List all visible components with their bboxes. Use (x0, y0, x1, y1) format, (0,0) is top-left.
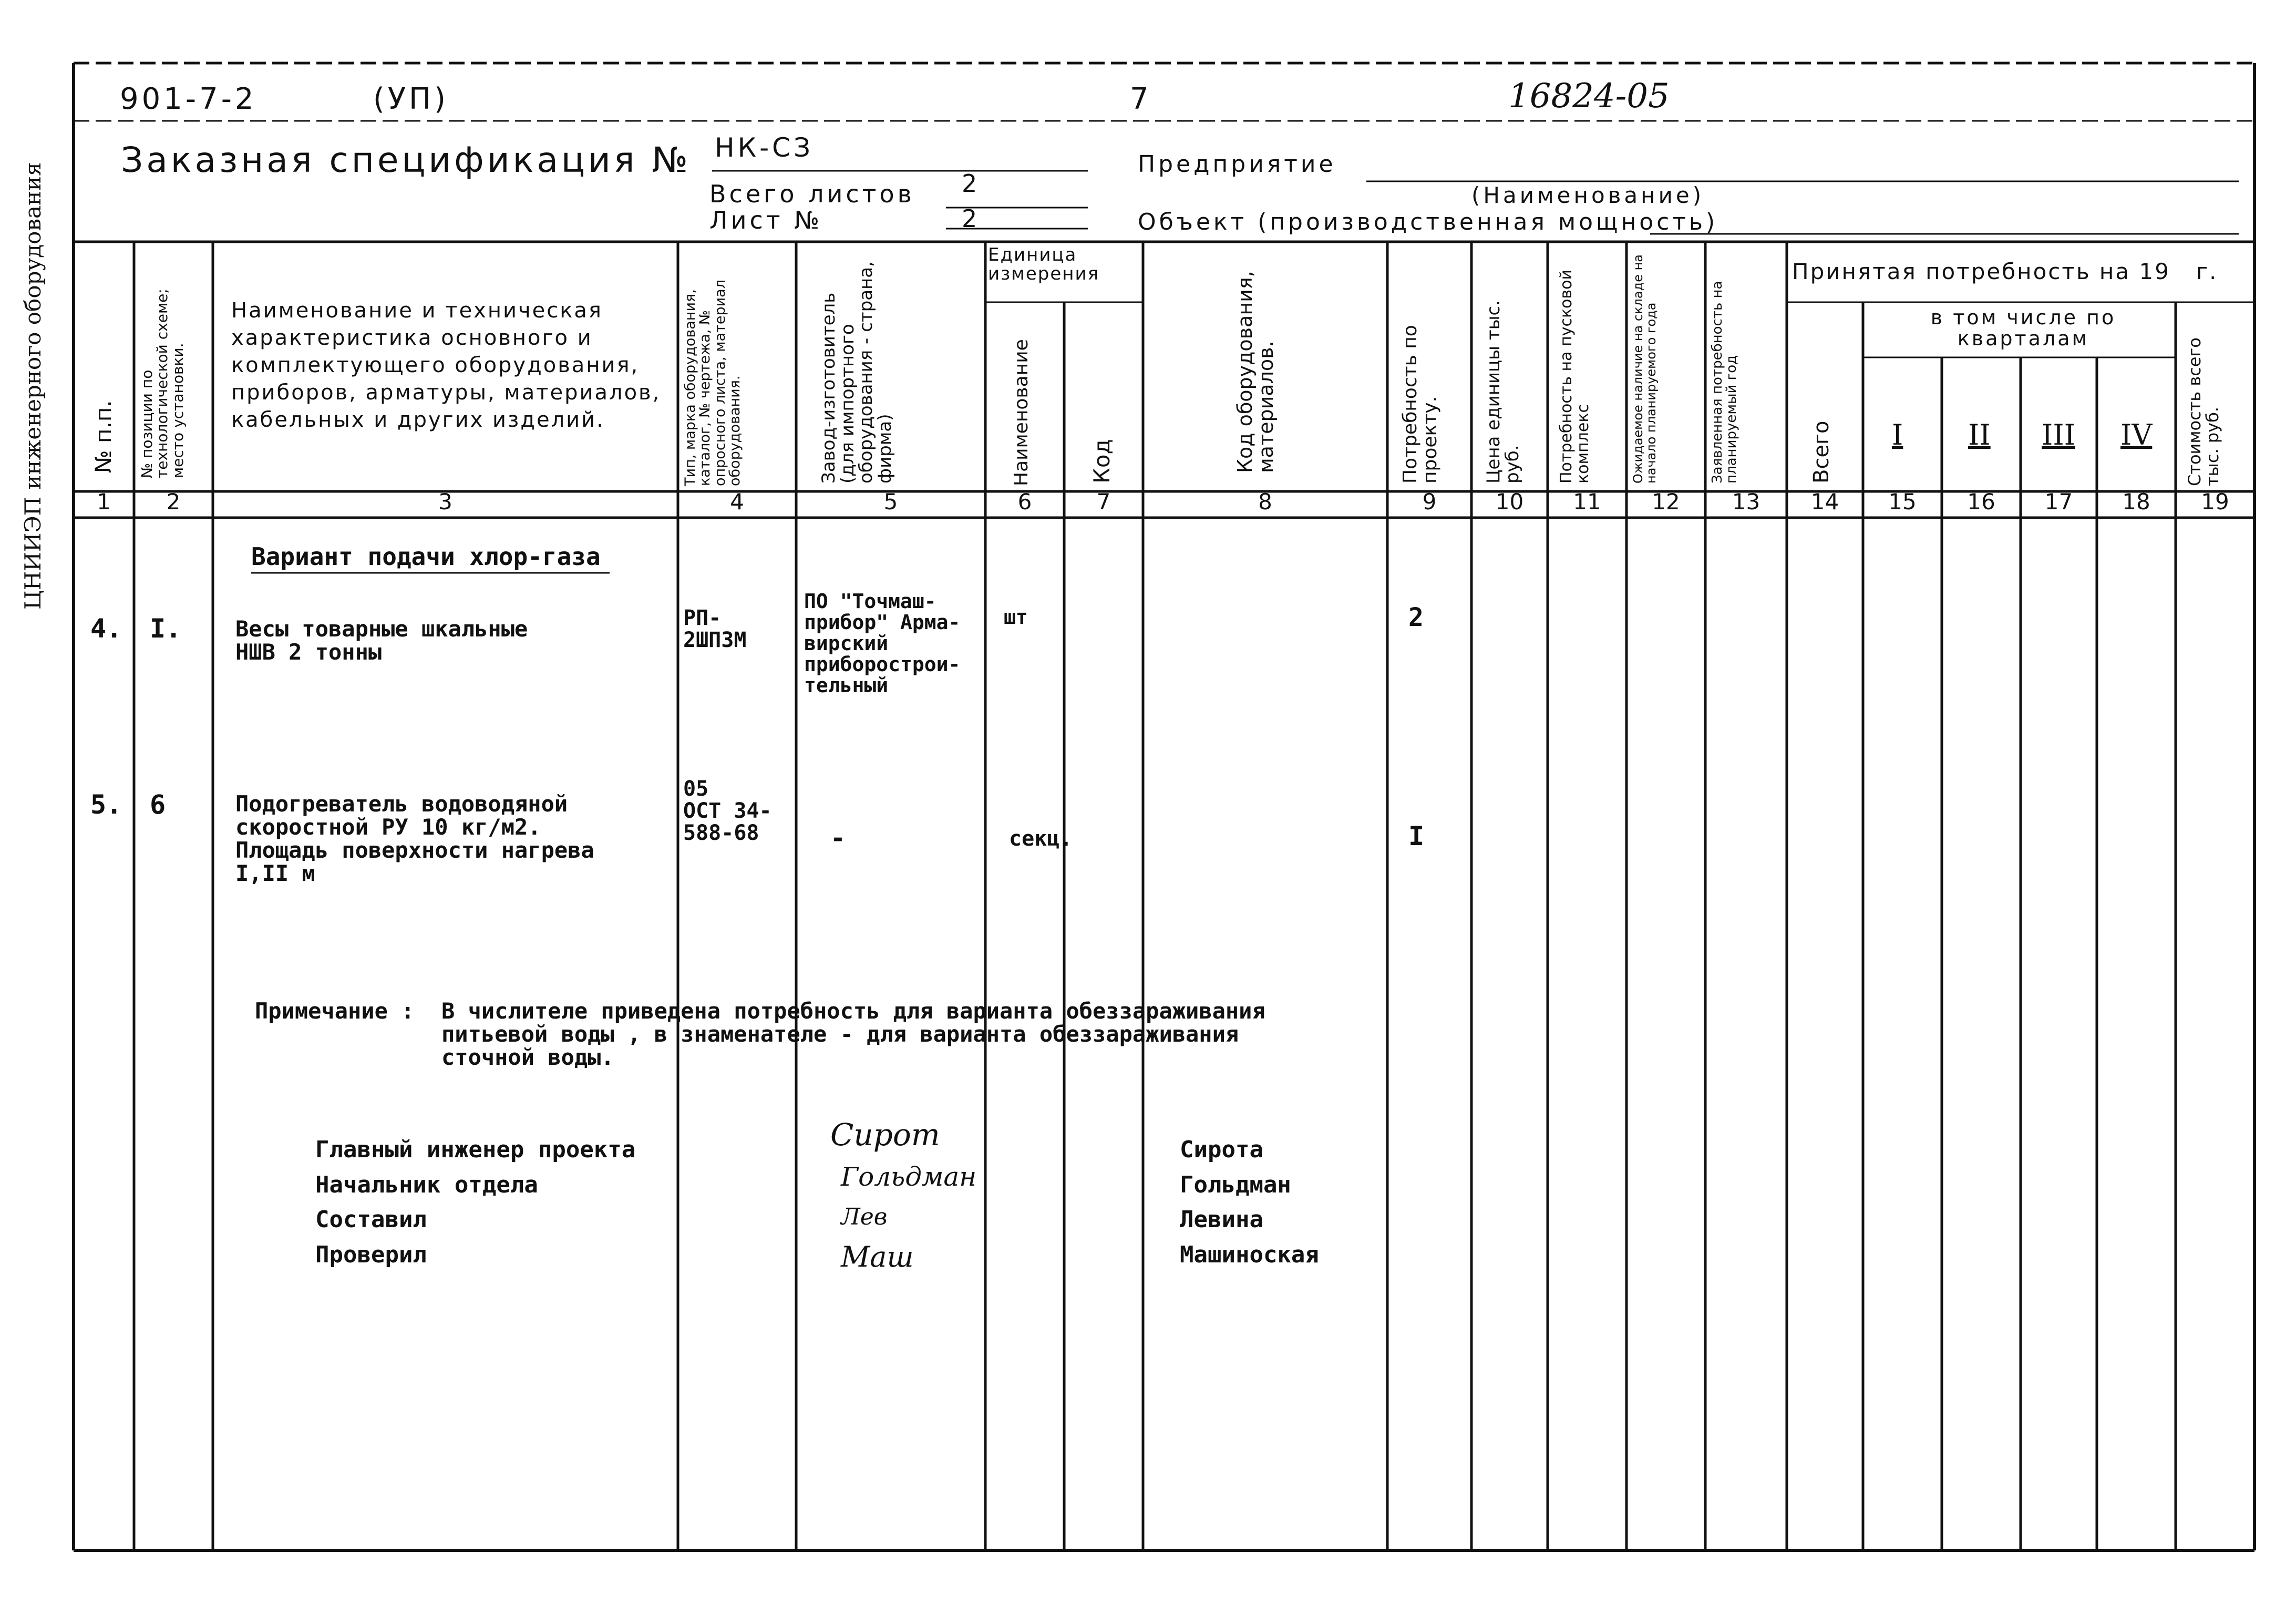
col-8-header: Код оборудования, материалов. (1233, 271, 1278, 473)
signature-role: Главный инженер проекта (315, 1136, 636, 1163)
spec-number: НК-СЗ (715, 132, 814, 163)
col-1-header: № п.п. (90, 400, 116, 473)
side-organization-label: ЦНИИЭП инженерного оборудования (20, 162, 46, 610)
col-number: 19 (2201, 489, 2229, 515)
col-number: 9 (1422, 489, 1437, 515)
signature-role: Проверил (315, 1241, 427, 1268)
col-number: 1 (97, 489, 111, 515)
col-18-header: IV (2120, 418, 2153, 451)
col-10-header: Цена единицы тыс. руб. (1483, 300, 1523, 484)
col-number: 3 (438, 489, 452, 515)
col-4-header: Тип, марка оборудования, каталог, № чертежа, № опросного листа, материал оборудования. (682, 280, 744, 486)
signature-role: Составил (315, 1206, 427, 1233)
unit-group-header: Единица измерения (988, 244, 1100, 284)
row-position: I. (150, 613, 182, 644)
col-number: 12 (1652, 489, 1680, 515)
series-number: 901-7-2 (120, 82, 257, 116)
row-item-qty: 2 (1408, 603, 1424, 632)
col-9-header: Потребность по проекту. (1399, 325, 1441, 484)
row-item-unit: шт (1004, 605, 1028, 629)
col-15-header: I (1892, 418, 1903, 451)
col-number: 2 (166, 489, 181, 515)
total-sheets-value: 2 (962, 169, 981, 198)
note-text: В числителе приведена потребность для варианта обеззараживания питьевой воды , в знаменателе - для варианта обеззараживания сточной воды. (441, 998, 1265, 1071)
signature-name: Левина (1180, 1206, 1263, 1233)
row-number: 4. (90, 613, 122, 644)
col-number: 10 (1495, 489, 1524, 515)
object-label: Объект (производственная мощность) (1138, 209, 1718, 235)
col-3-header: Наименование и техническая характеристика основного и комплектующего оборудования, приборов, арматуры, материалов, кабельных и других изделий. (231, 299, 661, 432)
row-item-name: Подогреватель водоводяной скоростной РУ 10 кг/м2. Площадь поверхности нагрева I,II м (235, 791, 594, 887)
row-number: 5. (90, 789, 122, 820)
row-item-unit: секц. (1009, 827, 1073, 851)
col-5-header: Завод-изготовитель (для импортного оборудования - страна, фирма) (818, 261, 896, 484)
accepted-need-header: Принятая потребность на 19 г. (1792, 259, 2218, 284)
row-item-maker: - (830, 824, 846, 853)
signature-name: Гольдман (1180, 1171, 1291, 1198)
col-number: 16 (1967, 489, 1995, 515)
row-position: 6 (150, 789, 166, 820)
signature-handwritten: Лев (841, 1204, 888, 1230)
row-item-maker: ПО "Точмаш- прибор" Арма- вирский приборострои- тельный (804, 590, 961, 697)
signature-handwritten: Маш (841, 1240, 914, 1273)
row-item-qty: I (1408, 821, 1425, 851)
col-number: 5 (883, 489, 898, 515)
col-number: 18 (2122, 489, 2150, 515)
row-item-type: 05 ОСТ 34- 588-68 (683, 777, 772, 845)
sheet-label: Лист № (709, 206, 823, 234)
spec-title: Заказная спецификация № (121, 140, 692, 180)
col-7-header: Код (1089, 439, 1115, 484)
signature-handwritten: Гольдман (841, 1161, 977, 1192)
signature-role: Начальник отдела (315, 1171, 538, 1198)
page-number: 7 (1130, 82, 1152, 116)
album-number: (УП) (373, 82, 449, 116)
col-number: 4 (730, 489, 744, 515)
enterprise-label: Предприятие (1138, 151, 1336, 178)
col-14-header: Всего (1809, 420, 1834, 484)
naming-label: (Наименование) (1471, 182, 1705, 208)
total-sheets-label: Всего листов (709, 180, 915, 208)
col-13-header: Заявленная потребность на планируемый год (1710, 281, 1740, 484)
row-item-name: Весы товарные шкальные НШВ 2 тонны (235, 616, 528, 665)
col-number: 13 (1732, 489, 1760, 515)
col-17-header: III (2042, 418, 2075, 451)
signature-handwritten: Сирот (830, 1117, 940, 1153)
col-number: 7 (1096, 489, 1111, 515)
row-item-type: РП- 2ШПЗМ (683, 606, 747, 652)
signature-name: Машиноская (1180, 1241, 1319, 1268)
signature-name: Сирота (1180, 1136, 1263, 1163)
section-title: Вариант подачи хлор-газа (251, 542, 601, 571)
document-number: 16824-05 (1508, 77, 1670, 116)
sheet-value: 2 (962, 204, 981, 233)
col-11-header: Потребность на пусковой комплекс (1557, 270, 1592, 484)
note-label: Примечание : (255, 998, 415, 1024)
col-number: 8 (1258, 489, 1272, 515)
col-number: 15 (1888, 489, 1917, 515)
col-number: 17 (2044, 489, 2073, 515)
col-16-header: II (1968, 418, 1991, 451)
col-number: 11 (1573, 489, 1601, 515)
col-19-header: Стоимость всего тыс. руб. (2185, 337, 2222, 486)
quarters-header: в том числе по кварталам (1930, 306, 2116, 350)
col-12-header: Ожидаемое наличие на складе на начало планируемого года (1631, 254, 1659, 484)
col-number: 6 (1017, 489, 1032, 515)
col-2-header: № позиции по технологической схеме; место установки. (138, 289, 187, 478)
col-number: 14 (1810, 489, 1839, 515)
col-6-header: Наименование (1011, 339, 1032, 486)
